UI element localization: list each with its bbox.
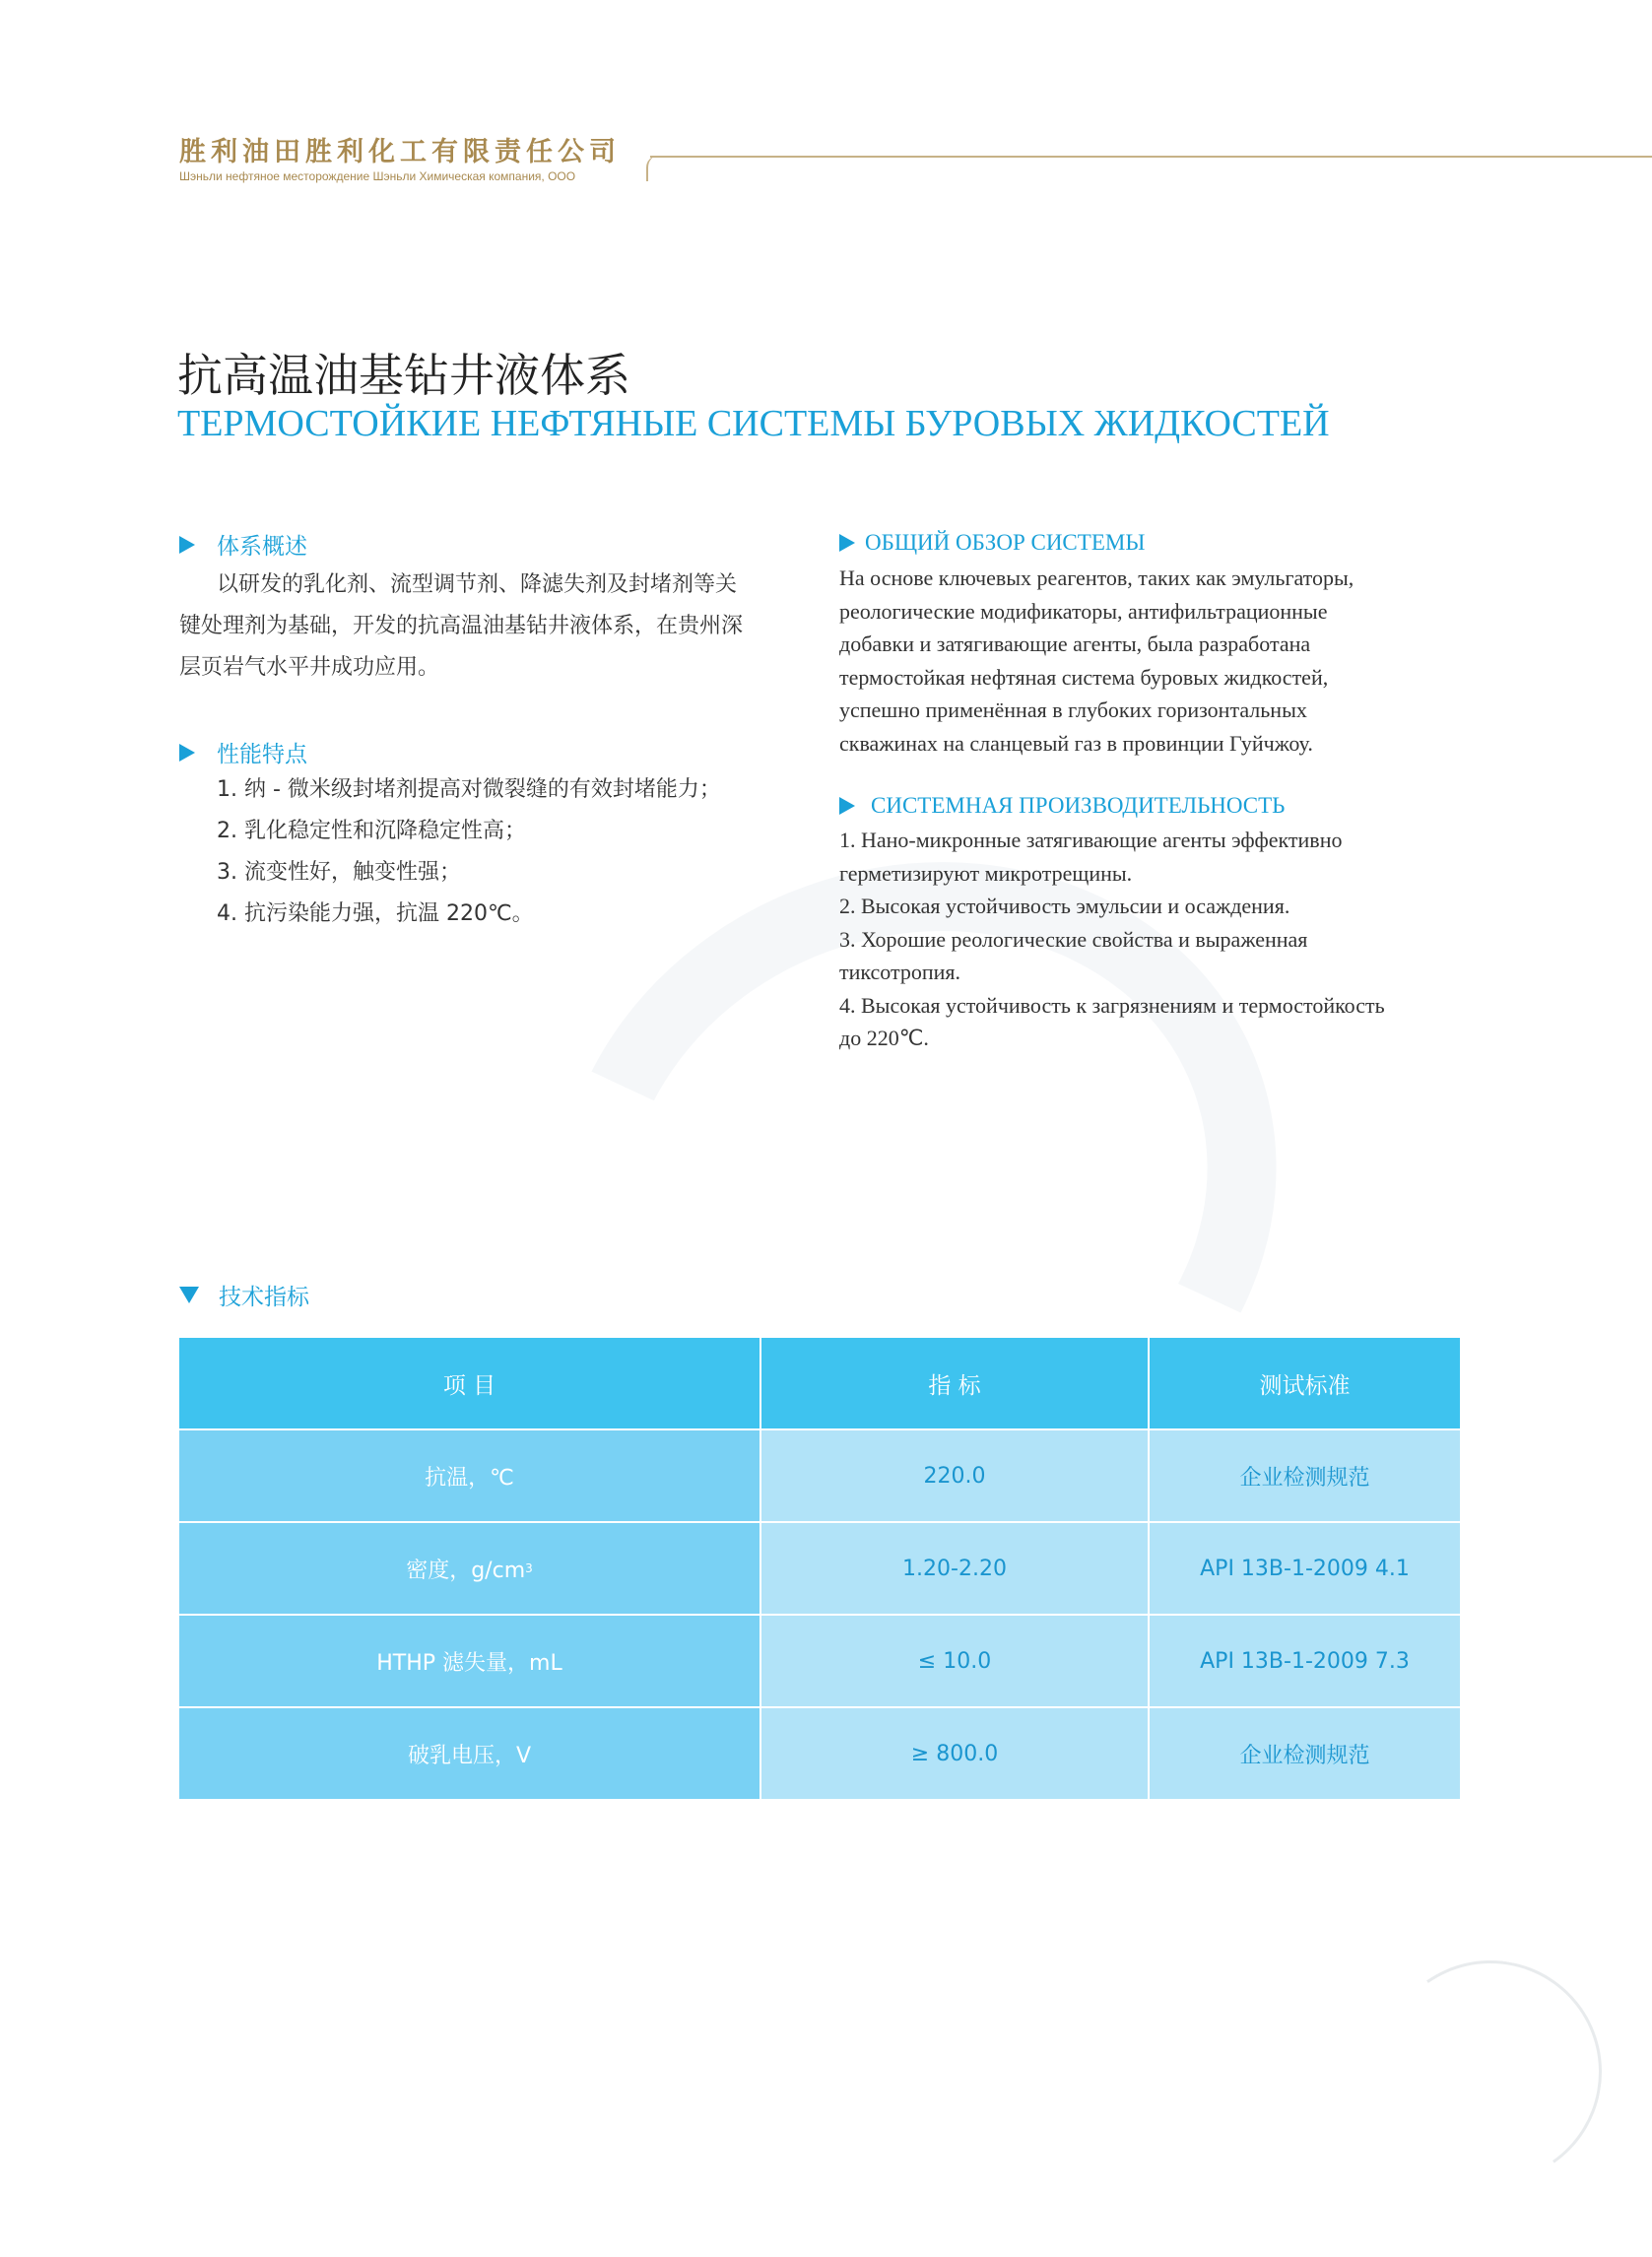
column-header-value: 指 标	[761, 1338, 1150, 1430]
page-title-ru: ТЕРМОСТОЙКИЕ НЕФТЯНЫЕ СИСТЕМЫ БУРОВЫХ ЖИДКОСТЕЙ	[177, 403, 1330, 444]
triangle-right-icon	[179, 744, 195, 762]
tech-heading	[179, 1279, 309, 1311]
overview-heading-cn-label: 体系概述	[217, 534, 307, 560]
cell-item: 抗温，℃	[179, 1430, 761, 1523]
cell-value: ≥ 800.0	[761, 1708, 1150, 1801]
overview-ru-line: На основе ключевых реагентов, таких как эмульгаторы,	[839, 565, 1355, 590]
header-divider	[650, 156, 1652, 158]
overview-ru-line: добавки и затягивающие агенты, была разработана	[839, 631, 1311, 656]
tech-spec-table	[179, 1338, 1460, 1801]
performance-heading-ru	[839, 793, 1285, 819]
table-row	[179, 1616, 1460, 1708]
performance-list-cn	[217, 769, 721, 935]
page-title-cn: 抗高温油基钻井液体系	[177, 349, 630, 402]
list-item: герметизируют микротрещины.	[839, 860, 1133, 886]
overview-text-cn	[179, 564, 790, 689]
list-item: 4. 抗污染能力强，抗温 220℃。	[217, 901, 534, 926]
cell-item-text: 密度，g/cm	[406, 1558, 526, 1583]
table-row	[179, 1523, 1460, 1616]
superscript: 3	[525, 1561, 533, 1575]
cell-value: 220.0	[761, 1430, 1150, 1523]
cell-value: 1.20-2.20	[761, 1523, 1150, 1616]
list-item: 1. Нано-микронные затягивающие агенты эффективно	[839, 828, 1343, 852]
cell-standard: 企业检测规范	[1150, 1708, 1460, 1801]
list-item: 3. 流变性好，触变性强；	[217, 860, 461, 885]
cell-standard: API 13B-1-2009 7.3	[1150, 1616, 1460, 1708]
cell-standard: 企业检测规范	[1150, 1430, 1460, 1523]
overview-heading-ru	[839, 530, 1145, 556]
list-item: 2. 乳化稳定性和沉降稳定性高；	[217, 819, 526, 843]
list-item: 2. Высокая устойчивость эмульсии и осаждения.	[839, 894, 1290, 918]
overview-cn-line: 以研发的乳化剂、流型调节剂、降滤失剂及封堵剂等关	[217, 572, 738, 597]
tech-heading-label: 技术指标	[219, 1285, 309, 1310]
performance-list-ru	[839, 824, 1489, 1055]
corner-logo-watermark	[1361, 1943, 1619, 2201]
list-item: 3. Хорошие реологические свойства и выраженная	[839, 926, 1308, 952]
triangle-down-icon	[179, 1287, 199, 1303]
triangle-right-icon	[179, 536, 195, 554]
list-item: 4. Высокая устойчивость к загрязнениям и термостойкость	[839, 992, 1385, 1018]
overview-cn-line: 层页岩气水平井成功应用。	[179, 655, 440, 680]
list-item: до 220℃.	[839, 1026, 929, 1050]
cell-item: 破乳电压，V	[179, 1708, 761, 1801]
overview-ru-line: термостойкая нефтяная система буровых жидкостей,	[839, 664, 1329, 690]
column-header-standard: 测试标准	[1150, 1338, 1460, 1430]
overview-text-ru	[839, 562, 1470, 760]
triangle-right-icon	[839, 797, 855, 815]
performance-heading-cn-label: 性能特点	[217, 742, 307, 767]
overview-ru-line: реологические модификаторы, антифильтрационные	[839, 598, 1328, 624]
overview-cn-line: 键处理剂为基础，开发的抗高温油基钻井液体系，在贵州深	[179, 614, 744, 638]
cell-item: HTHP 滤失量，mL	[179, 1616, 761, 1708]
list-item: 1. 纳 - 微米级封堵剂提高对微裂缝的有效封堵能力；	[217, 777, 721, 802]
overview-heading-cn	[179, 528, 307, 561]
performance-heading-ru-label: СИСТЕМНАЯ ПРОИЗВОДИТЕЛЬНОСТЬ	[871, 793, 1286, 818]
table-row	[179, 1708, 1460, 1801]
triangle-right-icon	[839, 534, 855, 552]
cell-standard: API 13B-1-2009 4.1	[1150, 1523, 1460, 1616]
overview-ru-line: успешно применённая в глубоких горизонтальных	[839, 697, 1307, 722]
company-name-ru: Шэньли нефтяное месторождение Шэньли Химическая компания, ООО	[179, 169, 576, 183]
header-divider-curve	[646, 156, 658, 181]
table-header-row	[179, 1338, 1460, 1430]
list-item: тиксотропия.	[839, 960, 961, 984]
overview-ru-line: скважинах на сланцевый газ в провинции Гуйчжоу.	[839, 730, 1313, 756]
cell-value: ≤ 10.0	[761, 1616, 1150, 1708]
cell-item	[179, 1523, 761, 1616]
company-name-cn: 胜利油田胜利化工有限责任公司	[179, 137, 621, 167]
performance-heading-cn	[179, 736, 307, 768]
overview-heading-ru-label: ОБЩИЙ ОБЗОР СИСТЕМЫ	[865, 530, 1146, 555]
column-header-item: 项 目	[179, 1338, 761, 1430]
table-row	[179, 1430, 1460, 1523]
